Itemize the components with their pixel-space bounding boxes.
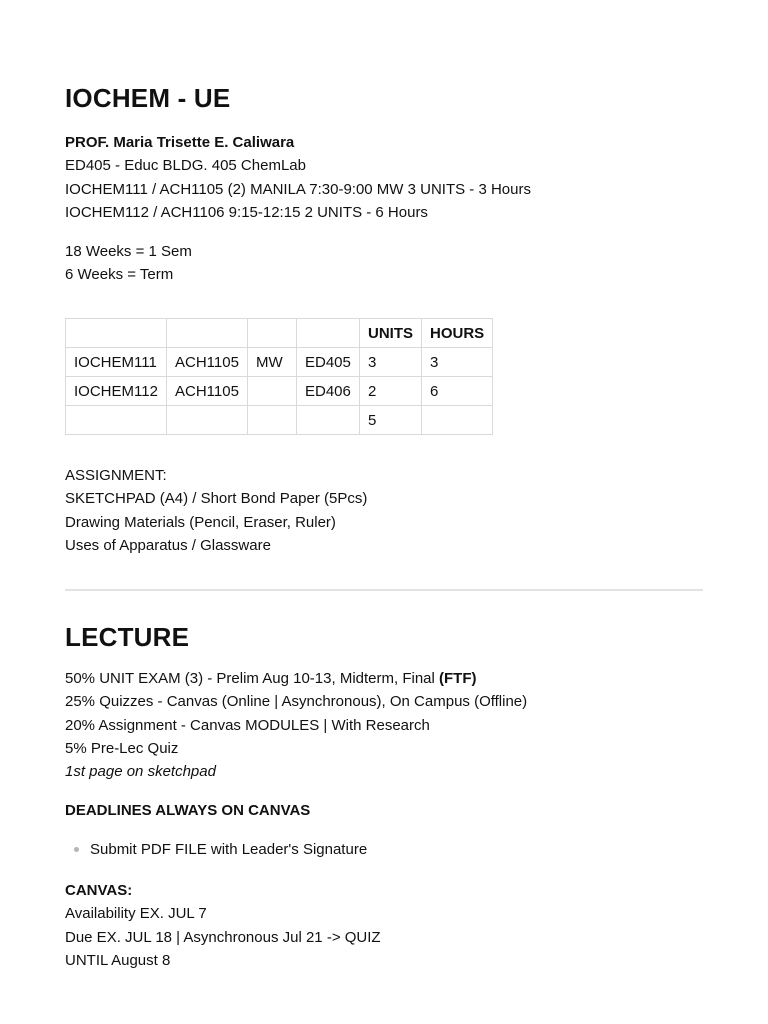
grading-prelec-line: 5% Pre-Lec Quiz [65,739,179,757]
table-header-row [66,319,493,348]
table-cell: ED406 [297,377,360,406]
assignment-item: Drawing Materials (Pencil, Eraser, Ruler) [65,513,336,531]
table-cell [66,406,167,435]
page-title: IOCHEM - UE [65,83,231,113]
table-cell: IOCHEM111 [66,348,167,377]
section-divider [65,589,703,591]
canvas-heading: CANVAS: [65,882,133,899]
table-row [66,348,493,377]
table-header-cell [297,319,360,348]
grading-assignment-line: 20% Assignment - Canvas MODULES | With Research [65,716,430,734]
canvas-line: Due EX. JUL 18 | Asynchronous Jul 21 -> QUIZ [65,928,381,946]
table-row [66,377,493,406]
room-line: ED405 - Educ BLDG. 405 ChemLab [65,157,306,175]
table-cell: 3 [422,348,493,377]
table-cell: ED405 [297,348,360,377]
duration-sem: 18 Weeks = 1 Sem [65,243,192,260]
grading-exam-line [65,667,527,690]
canvas-line: Availability EX. JUL 7 [65,905,207,923]
table-cell-total-units: 5 [360,406,422,435]
table-cell [422,406,493,435]
table-header-cell [66,319,167,348]
assignment-block [65,464,367,557]
table-cell: ACH1105 [167,348,248,377]
sketchpad-note: 1st page on sketchpad [65,763,216,781]
grading-quizzes-line: 25% Quizzes - Canvas (Online | Asynchronous), On Campus (Offline) [65,693,528,711]
professor-name: PROF. Maria Trisette E. Caliwara [65,134,295,151]
table-cell [248,406,297,435]
table-cell [297,406,360,435]
assignment-item: Uses of Apparatus / Glassware [65,536,271,554]
canvas-block [65,879,381,972]
bullet-dot-icon [74,847,79,852]
table-cell: MW [248,348,297,377]
duration-term: 6 Weeks = Term [65,266,174,284]
table-cell: IOCHEM112 [66,377,167,406]
table-cell: 2 [360,377,422,406]
table-header-cell [248,319,297,348]
table-cell [167,406,248,435]
deadlines-heading: DEADLINES ALWAYS ON CANVAS [65,802,311,819]
course-line-iochem112: IOCHEM112 / ACH1106 9:15-12:15 2 UNITS - 6 Hours [65,203,428,221]
grading-exam-mode: (FTF) [439,670,477,687]
grading-exam-text: 50% UNIT EXAM (3) - Prelim Aug 10-13, Midterm, Final [65,670,440,687]
table-cell [248,377,297,406]
assignment-heading: ASSIGNMENT: [65,467,167,484]
table-cell: 3 [360,348,422,377]
table-header-units: UNITS [360,319,422,348]
table-header-cell [167,319,248,348]
canvas-line: UNTIL August 8 [65,951,171,969]
grading-block [65,667,527,783]
deadlines-list [65,838,367,861]
table-header-hours: HOURS [422,319,493,348]
assignment-item: SKETCHPAD (A4) / Short Bond Paper (5Pcs) [65,490,368,508]
table-cell: 6 [422,377,493,406]
list-item-text: Submit PDF FILE with Leader's Signature [90,841,368,858]
list-item [65,838,367,861]
table-row-total [66,406,493,435]
course-line-iochem111: IOCHEM111 / ACH1105 (2) MANILA 7:30-9:00 MW 3 UNITS - 3 Hours [65,180,531,198]
schedule-table [65,318,493,435]
course-header-block [65,131,531,224]
table-cell: ACH1105 [167,377,248,406]
duration-block [65,240,192,287]
lecture-heading: LECTURE [65,622,190,652]
